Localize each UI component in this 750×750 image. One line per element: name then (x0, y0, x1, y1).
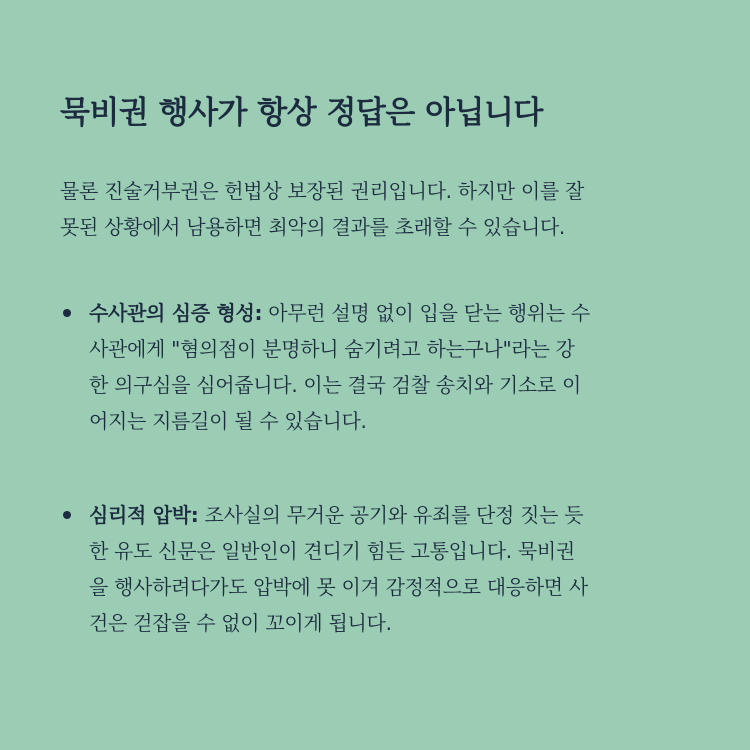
bullet-text: 조사실의 무거운 공기와 유죄를 단정 짓는 듯 (198, 503, 584, 527)
bullet-text-line: 사관에게 "혐의점이 분명하니 숨기려고 하는구나"라는 강 (89, 337, 575, 361)
bullet-text-line: 을 행사하려다가도 압박에 못 이겨 감정적으로 대응하면 사 (89, 575, 588, 599)
bullet-list (60, 295, 710, 641)
slide-title: 묵비권 행사가 항상 정답은 아닙니다 (60, 95, 543, 131)
bullet-label: 수사관의 심증 형성: (89, 301, 263, 325)
bullet-text-line: 건은 걷잡을 수 없이 꼬이게 됩니다. (89, 611, 392, 635)
intro-paragraph (60, 173, 710, 245)
bullet-text-line: 어지는 지름길이 될 수 있습니다. (89, 409, 367, 433)
bullet-text-line: 한 의구심을 심어줍니다. 이는 결국 검찰 송치와 기소로 이 (89, 373, 581, 397)
intro-line: 못된 상황에서 남용하면 최악의 결과를 초래할 수 있습니다. (60, 215, 565, 239)
bullet-text: 아무런 설명 없이 입을 닫는 행위는 수 (262, 301, 590, 325)
bullet-first-line (89, 295, 710, 331)
bullet-text-line: 한 유도 신문은 일반인이 견디기 힘든 고통입니다. 묵비권 (89, 539, 575, 563)
intro-line: 물론 진술거부권은 헌법상 보장된 권리입니다. 하지만 이를 잘 (60, 179, 584, 203)
bullet-item-psychological-pressure (60, 497, 710, 641)
bullet-label: 심리적 압박: (89, 503, 199, 527)
bullet-dot-icon (63, 309, 71, 317)
bullet-first-line (89, 497, 710, 533)
bullet-item-investigator-conviction (60, 295, 710, 439)
bullet-dot-icon (63, 511, 71, 519)
